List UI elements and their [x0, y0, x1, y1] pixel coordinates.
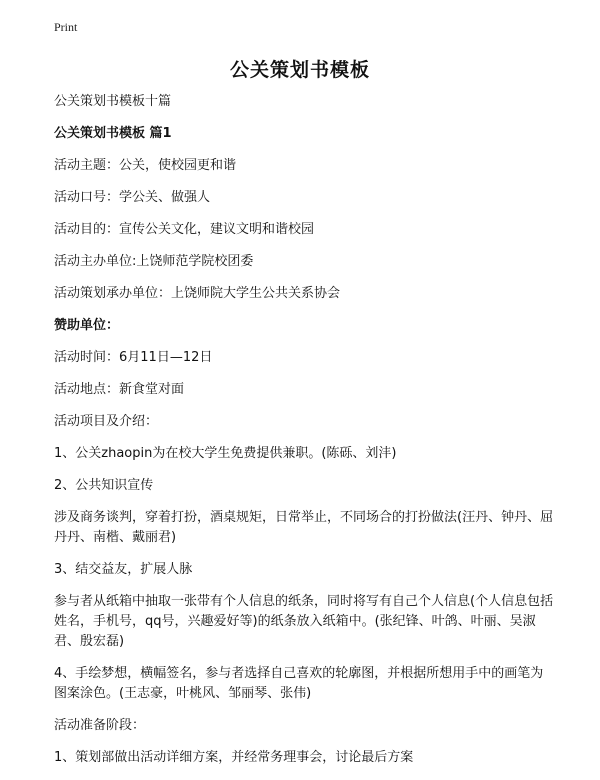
paragraph-time: 活动时间：6月11日—12日: [54, 350, 213, 365]
paragraph-location: 活动地点：新食堂对面: [54, 382, 185, 397]
print-label: Print: [54, 20, 78, 34]
document-body: [54, 92, 554, 780]
paragraph-purpose: 活动目的：宣传公关文化，建议文明和谐校园: [54, 222, 315, 237]
paragraph-item-3-detail: 参与者从纸箱中抽取一张带有个人信息的纸条，同时将写有自己个人信息(个人信息包括姓名，手机号，qq号，兴趣爱好等)的纸条放入纸箱中。(张纪锋、叶鸽、叶丽、吴淑君、殷宏磊): [54, 594, 554, 649]
paragraph-preparation-1: 1、策划部做出活动详细方案，并经常务理事会，讨论最后方案: [54, 750, 414, 765]
paragraph-undertaker: 活动策划承办单位：上饶师院大学生公共关系协会: [54, 286, 341, 301]
document-title: 公关策划书模板: [229, 59, 370, 81]
paragraph-slogan: 活动口号：学公关、做强人: [54, 190, 211, 205]
paragraph-theme: 活动主题：公关，使校园更和谐: [54, 158, 237, 173]
paragraph-sponsor: 赞助单位：: [54, 318, 120, 333]
paragraph-item-1: 1、公关zhaopin为在校大学生免费提供兼职。(陈砾、刘沣): [54, 446, 397, 461]
paragraph-subtitle: 公关策划书模板十篇: [54, 94, 172, 109]
paragraph-item-3: 3、结交益友，扩展人脉: [54, 562, 193, 577]
paragraph-preparation-heading: 活动准备阶段：: [54, 718, 146, 733]
paragraph-item-2: 2、公共知识宣传: [54, 478, 154, 493]
paragraph-organizer: 活动主办单位:上饶师范学院校团委: [54, 254, 254, 269]
section-heading: 公关策划书模板 篇1: [54, 126, 172, 141]
paragraph-item-4: 4、手绘梦想，横幅签名，参与者选择自己喜欢的轮廓图，并根据所想用手中的画笔为图案涂色。(王志豪，叶桃风、邹丽琴、张伟): [54, 666, 544, 701]
paragraph-item-2-detail: 涉及商务谈判，穿着打扮，酒桌规矩，日常举止，不同场合的打扮做法(汪丹、钟丹、屈丹丹、南楷、戴丽君): [54, 510, 554, 545]
paragraph-items-heading: 活动项目及介绍：: [54, 414, 159, 429]
